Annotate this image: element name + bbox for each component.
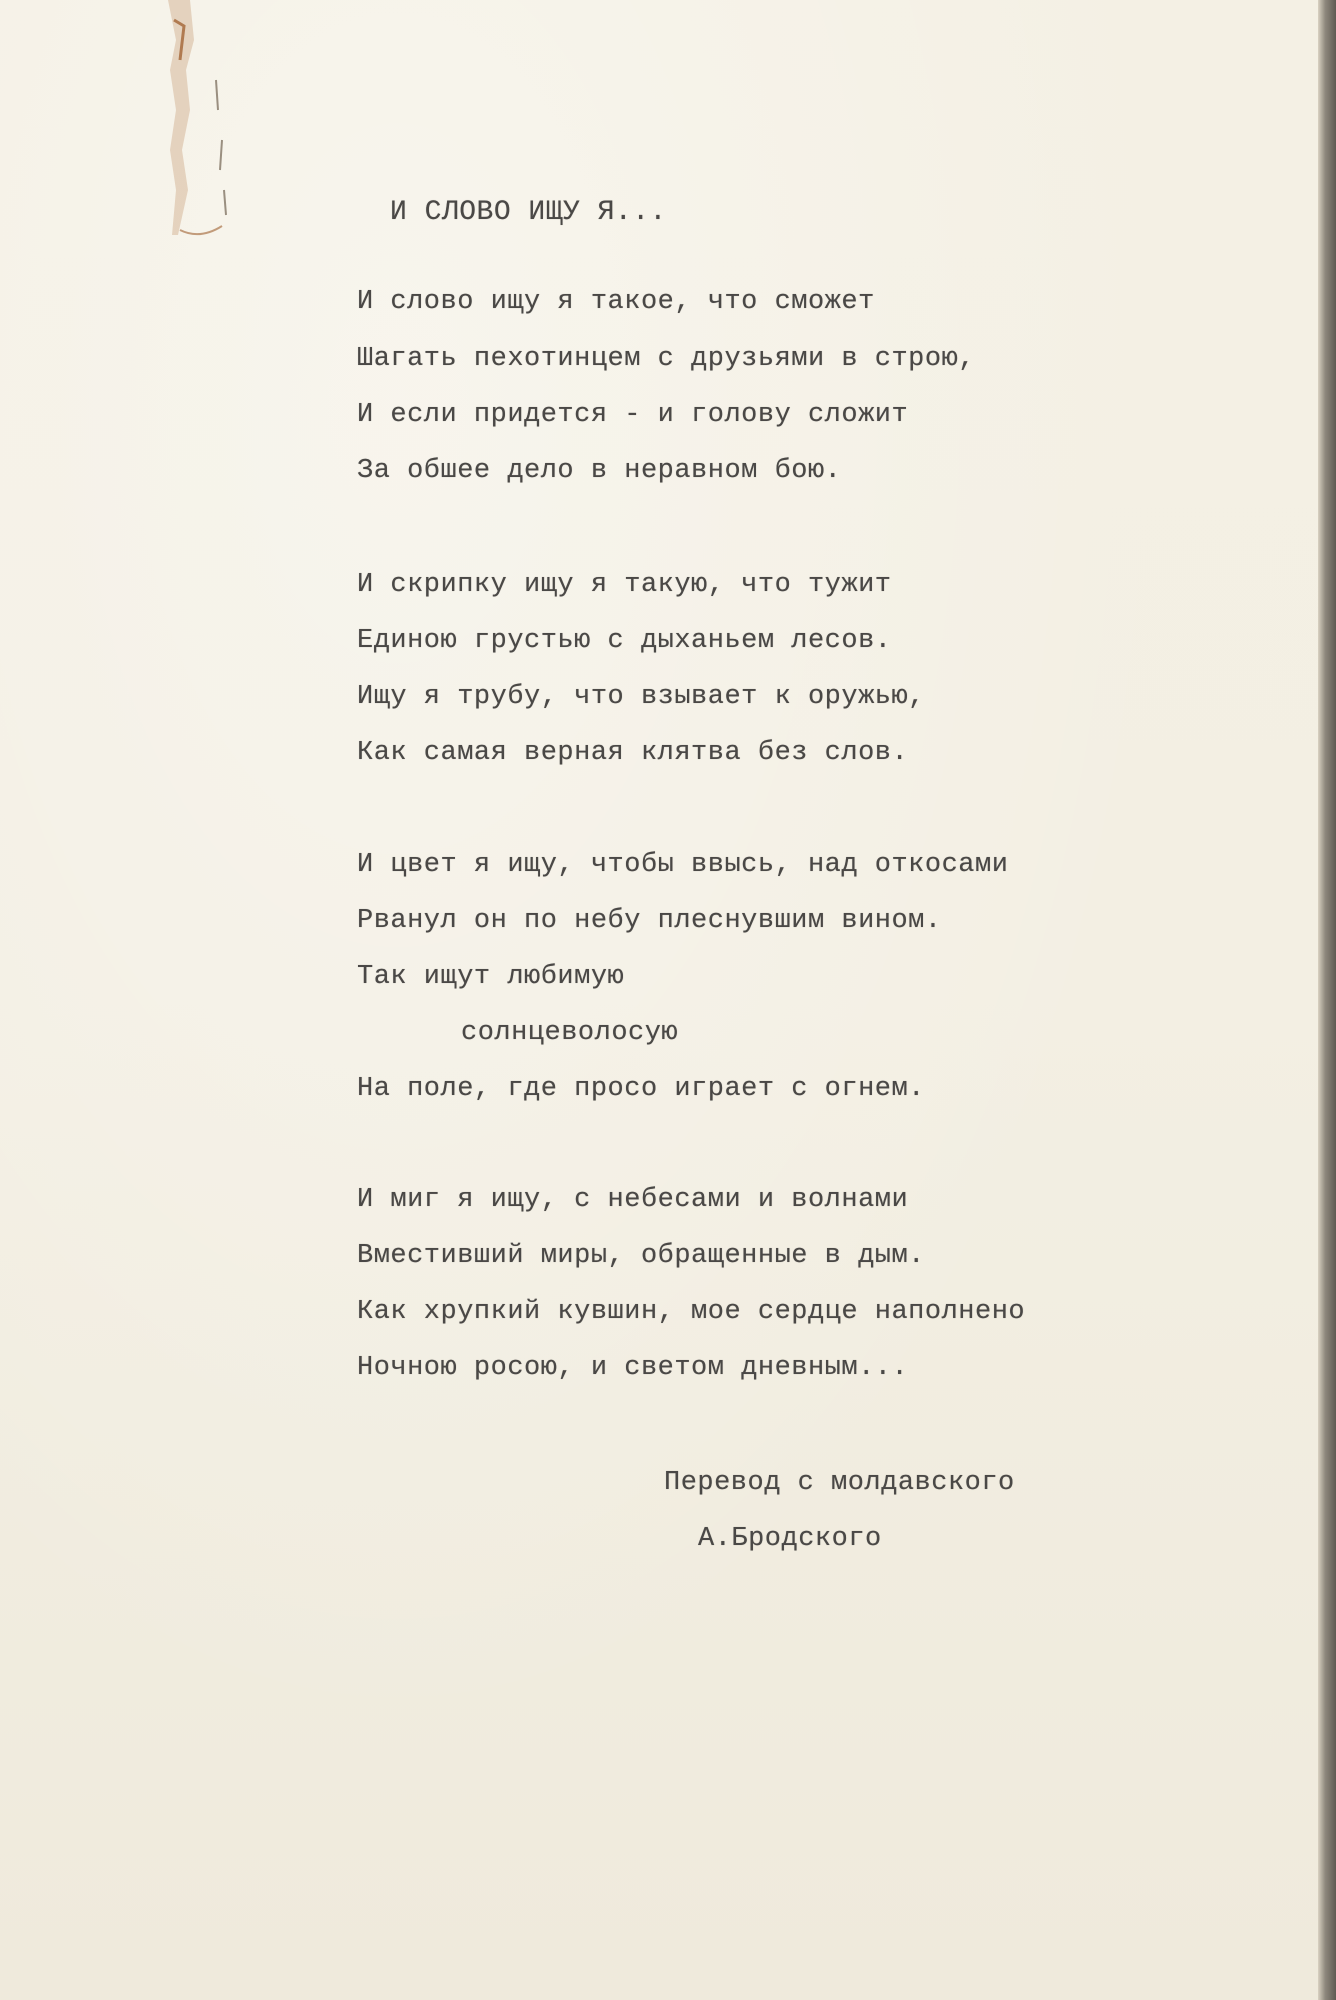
translator-name: А.Бродского <box>698 1524 882 1554</box>
stanza-3-line-2: Рванул он по небу плеснувшим вином. <box>357 906 942 936</box>
stanza-4-line-1: И миг я ищу, с небесами и волнами <box>357 1185 909 1215</box>
stanza-2-line-1: И скрипку ищу я такую, что тужит <box>357 570 892 600</box>
stanza-1-line-1: И слово ищу я такое, что сможет <box>357 287 875 317</box>
poem-title: И СЛОВО ИЩУ Я... <box>390 197 667 228</box>
stanza-3-line-5: На поле, где просо играет с огнем. <box>357 1074 925 1104</box>
stanza-3-line-4: солнцеволосую <box>461 1018 679 1048</box>
page-edge-shadow <box>1318 0 1336 2000</box>
stanza-1-line-4: За обшее дело в неравном бою. <box>357 456 842 486</box>
stanza-1-line-3: И если придется - и голову сложит <box>357 400 909 430</box>
stanza-2-line-3: Ищу я трубу, что взывает к оружью, <box>357 682 925 712</box>
stanza-4-line-2: Вместивший миры, обращенные в дым. <box>357 1241 925 1271</box>
stanza-4-line-4: Ночною росою, и светом дневным... <box>357 1353 909 1383</box>
stanza-3-line-1: И цвет я ищу, чтобы ввысь, над откосами <box>357 850 1009 880</box>
stanza-4-line-3: Как хрупкий кувшин, мое сердце наполнено <box>357 1297 1026 1327</box>
stanza-3-line-3: Так ищут любимую <box>357 962 625 992</box>
stanza-2-line-2: Единою грустью с дыханьем лесов. <box>357 626 892 656</box>
translation-credit: Перевод с молдавского <box>664 1468 1015 1498</box>
stanza-2-line-4: Как самая верная клятва без слов. <box>357 738 909 768</box>
stanza-1-line-2: Шагать пехотинцем с друзьями в строю, <box>357 344 975 374</box>
